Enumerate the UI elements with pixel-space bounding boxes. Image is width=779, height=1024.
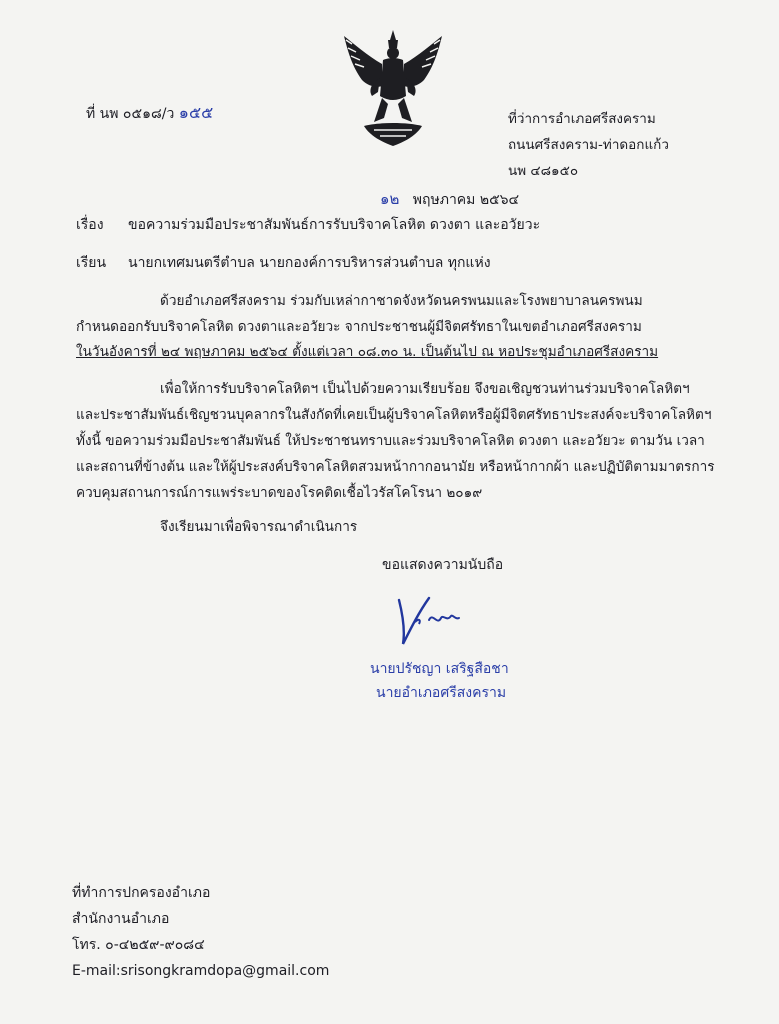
date-day-handwritten: ๑๒ bbox=[380, 190, 400, 208]
office-address-line-2: ถนนศรีสงคราม-ท่าดอกแก้ว bbox=[508, 137, 669, 153]
paragraph-2-line-4: และสถานที่ข้างต้น และให้ผู้ประสงค์บริจาคโลหิตสวมหน้ากากอนามัย หรือหน้ากากผ้า และปฏิบัติตามมาตรการ bbox=[76, 459, 715, 475]
paragraph-2-line-1: เพื่อให้การรับบริจาคโลหิตฯ เป็นไปด้วยความเรียบร้อย จึงขอเชิญชวนท่านร่วมบริจาคโลหิตฯ bbox=[160, 381, 690, 397]
signer-title: นายอำเภอศรีสงคราม bbox=[376, 685, 507, 701]
reference-number-handwritten: ๑๕๕ bbox=[178, 103, 214, 122]
handwritten-signature bbox=[385, 592, 475, 652]
signature-closing: ขอแสดงความนับถือ bbox=[382, 557, 504, 573]
footer-email: E-mail:srisongkramdopa@gmail.com bbox=[72, 963, 330, 979]
footer-phone: โทร. ๐-๔๒๕๙-๙๐๘๔ bbox=[72, 937, 205, 953]
signer-name: นายปรัชญา เสริฐสือชา bbox=[370, 661, 509, 677]
closing-request: จึงเรียนมาเพื่อพิจารณาดำเนินการ bbox=[160, 519, 358, 535]
paragraph-1-line-3: ในวันอังคารที่ ๒๔ พฤษภาคม ๒๕๖๔ ตั้งแต่เวลา ๐๘.๓๐ น. เป็นต้นไป ณ หอประชุมอำเภอศรีสงคราม bbox=[76, 344, 659, 360]
date-month-year: พฤษภาคม ๒๕๖๔ bbox=[412, 192, 520, 208]
office-address-line-1: ที่ว่าการอำเภอศรีสงคราม bbox=[508, 111, 656, 127]
office-address-line-3: นพ ๔๘๑๕๐ bbox=[508, 163, 579, 179]
paragraph-2-line-3: ทั้งนี้ ขอความร่วมมือประชาสัมพันธ์ ให้ประชาชนทราบและร่วมบริจาคโลหิต ดวงตา และอวัยวะ ตามวัน เวลา bbox=[76, 433, 705, 449]
footer-line-2: สำนักงานอำเภอ bbox=[72, 911, 170, 927]
reference-number bbox=[86, 104, 213, 123]
reference-prefix: ที่ นพ ๐๕๑๘/ว bbox=[86, 106, 175, 122]
subject-label: เรื่อง bbox=[76, 217, 104, 233]
paragraph-1-line-2: กำหนดออกรับบริจาคโลหิต ดวงตาและอวัยวะ จากประชาชนผู้มีจิตศรัทธาในเขตอำเภอศรีสงคราม bbox=[76, 319, 642, 335]
letter-date bbox=[380, 190, 519, 209]
paragraph-2-line-2: และประชาสัมพันธ์เชิญชวนบุคลากรในสังกัดที่เคยเป็นผู้บริจาคโลหิตหรือผู้มีจิตศรัทธาประสงค์จะบริจาคโลหิตฯ bbox=[76, 407, 712, 423]
recipient-label: เรียน bbox=[76, 255, 107, 271]
garuda-emblem-icon bbox=[338, 26, 448, 148]
recipient-text: นายกเทศมนตรีตำบล นายกองค์การบริหารส่วนตำบล ทุกแห่ง bbox=[128, 255, 491, 271]
paragraph-1-line-1: ด้วยอำเภอศรีสงคราม ร่วมกับเหล่ากาชาดจังหวัดนครพนมและโรงพยาบาลนครพนม bbox=[160, 293, 643, 309]
subject-text: ขอความร่วมมือประชาสัมพันธ์การรับบริจาคโลหิต ดวงตา และอวัยวะ bbox=[128, 217, 541, 233]
paragraph-2-line-5: ควบคุมสถานการณ์การแพร่ระบาดของโรคติดเชื้อไวรัสโคโรนา ๒๐๑๙ bbox=[76, 485, 483, 501]
footer-line-1: ที่ทำการปกครองอำเภอ bbox=[72, 885, 211, 901]
